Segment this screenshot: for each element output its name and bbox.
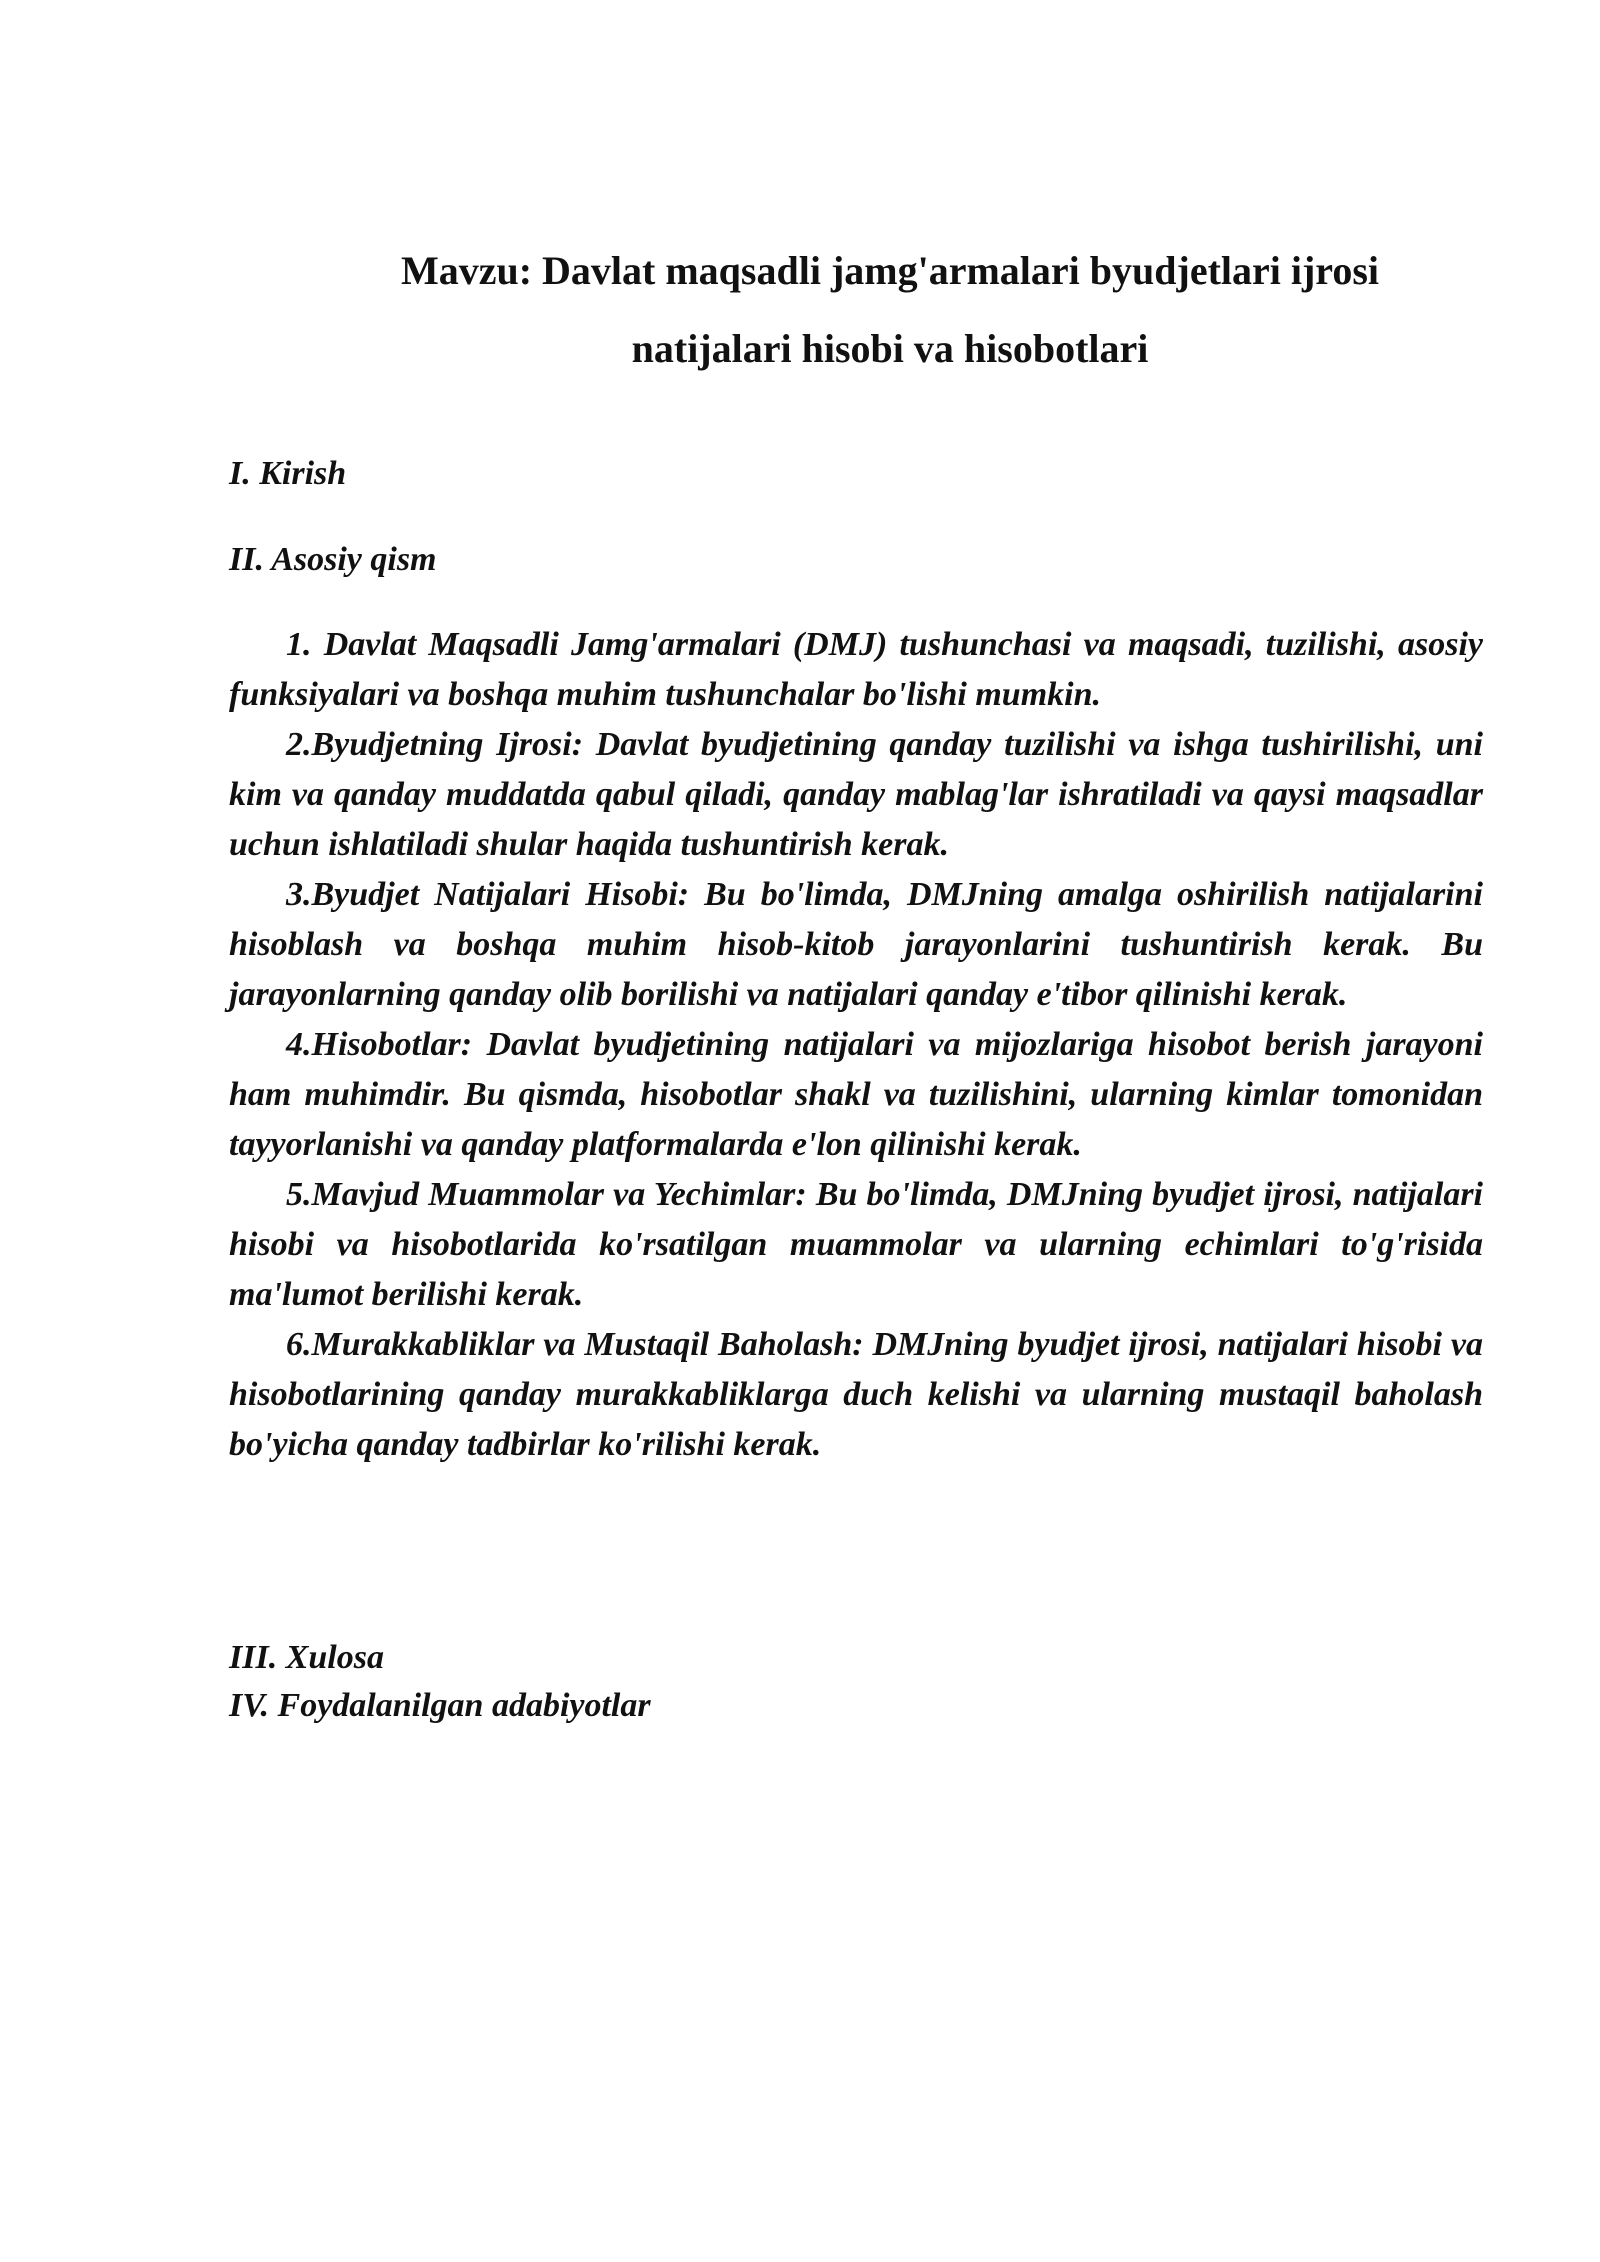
paragraph-2: 2.Byudjetning Ijrosi: Davlat byudjetining qanday tuzilishi va ishga tushirilishi, uni kim va qanday muddatda qabul qiladi, qanday mablag'lar ishratiladi va qaysi maqsadlar uchun ishlatiladi shular haqida tushuntirish kerak. xyxy=(229,726,1483,863)
main-section-body xyxy=(229,620,1483,1470)
paragraph-5: 5.Mavjud Muammolar va Yechimlar: Bu bo'limda, DMJning byudjet ijrosi, natijalari hisobi va hisobotlarida ko'rsatilgan muammolar va ularning echimlari to'g'risida ma'lumot berilishi kerak. xyxy=(229,1176,1483,1313)
paragraph-3: 3.Byudjet Natijalari Hisobi: Bu bo'limda, DMJning amalga oshirilish natijalarini hisoblash va boshqa muhim hisob-kitob jarayonlarini tushuntirish kerak. Bu jarayonlarning qanday olib borilishi va natijalari qanday e'tibor qilinishi kerak. xyxy=(229,876,1483,1013)
section-adabiyotlar: IV. Foydalanilgan adabiyotlar xyxy=(229,1687,651,1724)
paragraph-6: 6.Murakkabliklar va Mustaqil Baholash: DMJning byudjet ijrosi, natijalari hisobi va hisobotlarining qanday murakkabliklarga duch kelishi va ularning mustaqil baholash bo'yicha qanday tadbirlar ko'rilishi kerak. xyxy=(229,1326,1483,1463)
section-xulosa: III. Xulosa xyxy=(229,1639,384,1676)
paragraph-4: 4.Hisobotlar: Davlat byudjetining natijalari va mijozlariga hisobot berish jarayoni ham muhimdir. Bu qismda, hisobotlar shakl va tuzilishini, ularning kimlar tomonidan tayyorlanishi va qanday platformalarda e'lon qilinishi kerak. xyxy=(229,1026,1483,1163)
document-title xyxy=(230,232,1550,388)
title-line-2: natijalari hisobi va hisobotlari xyxy=(631,326,1149,371)
section-kirish: I. Kirish xyxy=(229,455,347,492)
title-line-1: Mavzu: Davlat maqsadli jamg'armalari byudjetlari ijrosi xyxy=(400,248,1380,293)
paragraph-1: 1. Davlat Maqsadli Jamg'armalari (DMJ) tushunchasi va maqsadi, tuzilishi, asosiy funksiyalari va boshqa muhim tushunchalar bo'lishi mumkin. xyxy=(229,626,1483,713)
section-asosiy-qism: II. Asosiy qism xyxy=(229,541,437,578)
